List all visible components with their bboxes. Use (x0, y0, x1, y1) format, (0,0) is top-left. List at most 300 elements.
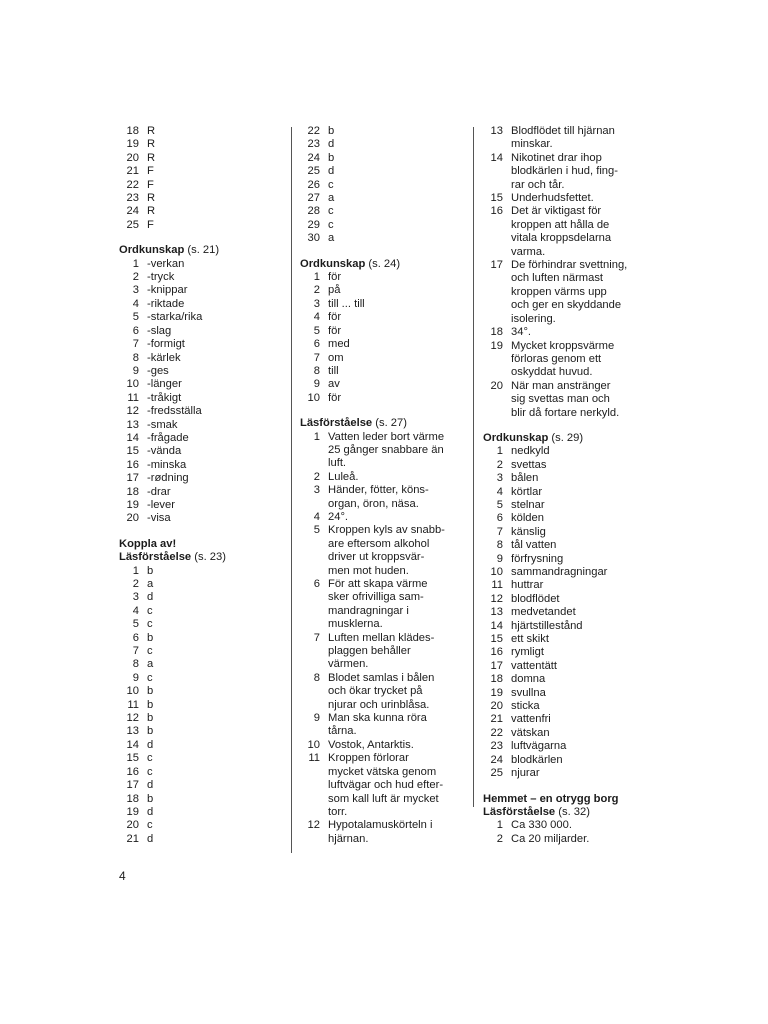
item-number: 20 (126, 151, 139, 164)
section-heading: Ordkunskap (s. 29) (483, 431, 584, 444)
item-answer: ett skikt (511, 633, 549, 646)
item-answer: -drar (147, 485, 171, 498)
item-answer: -rødning (147, 472, 189, 485)
item-answer (511, 380, 658, 420)
answer-item (483, 646, 658, 659)
item-number: 5 (132, 618, 139, 631)
item-answer: -lever (147, 498, 175, 511)
item-number: 19 (126, 138, 139, 151)
item-number: 13 (490, 125, 503, 137)
answer-item (119, 591, 279, 604)
item-answer: på (328, 284, 341, 297)
answer-item (119, 219, 279, 232)
answer-item (483, 579, 658, 592)
item-answer: c (328, 205, 334, 218)
column-divider (473, 127, 474, 807)
answer-line: och ger en skyddande (511, 299, 622, 312)
answer-list (300, 431, 470, 847)
answer-item (483, 192, 658, 205)
item-number: 26 (307, 178, 320, 191)
answer-list (300, 271, 470, 405)
item-number: 22 (126, 178, 139, 191)
item-number: 16 (126, 765, 139, 778)
item-number: 20 (126, 819, 139, 832)
item-number: 14 (490, 619, 503, 632)
answer-line: sig svettas man och (511, 393, 610, 406)
item-number: 9 (132, 364, 139, 377)
item-answer: -fredsställa (147, 405, 202, 418)
item-number: 4 (313, 311, 320, 324)
item-answer: sammandragningar (511, 566, 608, 578)
item-answer: c (147, 819, 153, 832)
item-answer: Ca 330 000. (511, 819, 572, 832)
answer-item (300, 511, 470, 524)
item-answer: b (147, 725, 154, 738)
answer-item (119, 459, 279, 472)
section-heading: Ordkunskap (s. 21) (119, 244, 220, 257)
item-number: 11 (308, 752, 320, 765)
answer-item (483, 486, 658, 499)
item-number: 17 (126, 779, 139, 792)
answer-list (483, 819, 658, 846)
item-answer: -knippar (147, 284, 188, 297)
answer-item (300, 311, 470, 324)
answer-column-3 (483, 125, 658, 846)
item-number: 8 (132, 351, 139, 364)
answer-item (119, 152, 279, 165)
item-answer: nedkyld (511, 445, 550, 458)
item-number: 9 (313, 378, 320, 391)
item-answer: av (328, 378, 340, 391)
item-answer: c (328, 218, 334, 231)
answer-item (119, 672, 279, 685)
answer-line: och luften närmast (511, 272, 604, 285)
item-number: 11 (127, 391, 139, 404)
answer-item (483, 526, 658, 539)
item-answer: d (147, 738, 154, 751)
item-number: 7 (132, 338, 139, 351)
answer-line: Blodflödet till hjärnan (511, 125, 615, 137)
item-answer: blodkärlen (511, 753, 563, 766)
item-answer: vattenfri (511, 713, 551, 726)
item-answer: vattentätt (511, 659, 558, 672)
item-number: 13 (126, 725, 139, 738)
item-number: 2 (313, 284, 320, 297)
item-answer: njurar (511, 767, 540, 780)
item-answer: b (328, 151, 335, 164)
item-answer: b (147, 685, 154, 698)
item-number: 5 (313, 324, 320, 337)
item-answer (328, 471, 470, 484)
answer-line: Mycket kroppsvärme (511, 339, 615, 352)
answer-line: Kroppen kyls av snabb- (328, 524, 445, 537)
answer-item (300, 672, 470, 712)
item-number: 11 (127, 698, 139, 711)
answer-item (483, 340, 658, 380)
item-answer: c (147, 618, 153, 631)
item-number: 4 (132, 604, 139, 617)
item-number: 2 (313, 470, 320, 483)
item-answer: b (147, 631, 154, 644)
item-answer: för (328, 311, 342, 324)
item-answer: -minska (147, 458, 187, 471)
item-number: 3 (496, 472, 503, 485)
answer-item (483, 819, 658, 832)
answer-item (483, 472, 658, 485)
item-answer: förfrysning (511, 552, 564, 565)
answer-line: Vatten leder bort värme (328, 430, 445, 443)
item-answer: medvetandet (511, 606, 576, 619)
item-answer: tål vatten (511, 539, 557, 552)
item-number: 18 (490, 673, 503, 686)
answer-item (483, 326, 658, 339)
item-number: 21 (126, 832, 139, 845)
answer-item (483, 687, 658, 700)
item-answer: F (147, 218, 154, 231)
item-answer: till ... till (328, 297, 365, 310)
item-number: 22 (307, 125, 320, 137)
answer-item (119, 605, 279, 618)
answer-item (119, 739, 279, 752)
item-number: 7 (132, 645, 139, 658)
item-answer (328, 712, 470, 739)
answer-line: blodkärlen i hud, fing- (511, 165, 618, 178)
answer-item (483, 740, 658, 753)
item-answer: Ca 20 miljarder. (511, 832, 590, 845)
answer-item (119, 298, 279, 311)
answer-item (300, 578, 470, 632)
item-answer: kölden (511, 512, 544, 525)
answer-item (300, 632, 470, 672)
answer-item (300, 352, 470, 365)
item-number: 12 (126, 405, 139, 418)
item-number: 29 (307, 218, 320, 231)
answer-item (483, 606, 658, 619)
item-answer: känslig (511, 525, 546, 538)
answer-list (483, 445, 658, 780)
item-number: 1 (496, 445, 503, 458)
item-answer: för (328, 271, 342, 284)
section-heading: Läsförståelse (s. 27) (300, 417, 407, 430)
item-answer (328, 672, 470, 712)
item-number: 12 (126, 712, 139, 725)
item-answer: för (328, 324, 342, 337)
item-answer: c (147, 671, 153, 684)
item-number: 19 (490, 686, 503, 699)
item-answer: blodflödet (511, 592, 560, 605)
item-answer: b (328, 125, 335, 137)
item-number: 19 (126, 498, 139, 511)
item-answer (328, 819, 470, 846)
item-number: 6 (313, 578, 320, 590)
item-number: 25 (307, 165, 320, 178)
item-answer: hjärtstillestånd (511, 619, 583, 632)
answer-line: 24°. (328, 510, 349, 523)
item-number: 3 (313, 484, 320, 497)
answer-list (119, 258, 279, 526)
answer-item (119, 258, 279, 271)
item-number: 6 (496, 512, 503, 525)
answer-line: kroppen att hålla de (511, 218, 610, 231)
item-answer: -tråkigt (147, 391, 182, 404)
answer-line: musklerna. (328, 618, 383, 631)
item-answer: R (147, 151, 156, 164)
item-answer (328, 524, 470, 578)
item-number: 27 (307, 192, 320, 205)
answer-column-1 (119, 125, 279, 846)
answer-item (119, 405, 279, 418)
item-number: 18 (126, 792, 139, 805)
item-number: 2 (496, 458, 503, 471)
answer-item (119, 365, 279, 378)
answer-item (119, 658, 279, 671)
answer-item (119, 632, 279, 645)
item-answer: a (328, 192, 335, 205)
answer-item (483, 499, 658, 512)
answer-item (300, 338, 470, 351)
answer-item (483, 633, 658, 646)
item-number: 5 (496, 498, 503, 511)
item-number: 16 (126, 458, 139, 471)
answer-line: njurar och urinblåsa. (328, 698, 430, 711)
item-number: 4 (496, 485, 503, 498)
item-answer: a (147, 578, 154, 590)
answer-item (483, 553, 658, 566)
item-number: 4 (132, 297, 139, 310)
answer-line: värmen. (328, 658, 369, 671)
item-number: 2 (496, 832, 503, 845)
answer-item (300, 739, 470, 752)
answer-item (119, 645, 279, 658)
answer-item (119, 499, 279, 512)
answer-item (300, 712, 470, 739)
item-number: 20 (490, 379, 503, 392)
item-number: 1 (132, 257, 139, 270)
answer-item (300, 219, 470, 232)
item-number: 5 (132, 311, 139, 324)
answer-item (119, 472, 279, 485)
item-answer: F (147, 178, 154, 191)
answer-item (119, 512, 279, 525)
item-number: 8 (313, 671, 320, 684)
answer-item (119, 179, 279, 192)
item-number: 3 (132, 591, 139, 604)
answer-item (119, 565, 279, 578)
answer-item (119, 205, 279, 218)
answer-item (300, 125, 470, 138)
answer-item (119, 311, 279, 324)
item-number: 6 (313, 338, 320, 351)
answer-line: luftvägar och hud efter- (328, 779, 444, 792)
item-answer: d (147, 779, 154, 792)
item-answer: c (328, 178, 334, 191)
item-number: 17 (490, 259, 503, 272)
item-answer: R (147, 205, 156, 218)
answer-item (119, 618, 279, 631)
item-answer: luftvägarna (511, 740, 567, 753)
item-answer: c (147, 765, 153, 778)
item-number: 21 (126, 165, 139, 178)
answer-item (300, 284, 470, 297)
answer-item (483, 539, 658, 552)
answer-item (483, 593, 658, 606)
item-number: 1 (496, 819, 503, 832)
answer-line: sker ofrivilliga sam- (328, 591, 424, 604)
item-answer (328, 739, 470, 752)
answer-item (119, 378, 279, 391)
answer-item (119, 284, 279, 297)
answer-item (483, 620, 658, 633)
answer-line: Kroppen förlorar (328, 752, 409, 765)
answer-line: Hypotalamuskörteln i (328, 819, 433, 832)
answer-line: torr. (328, 805, 348, 818)
answer-line: Händer, fötter, köns- (328, 484, 429, 497)
answer-item (119, 766, 279, 779)
answer-item (483, 833, 658, 846)
item-answer: -formigt (147, 338, 185, 351)
answer-item (483, 566, 658, 579)
item-answer: -verkan (147, 257, 185, 270)
item-answer: -vända (147, 445, 182, 458)
answer-item (119, 819, 279, 832)
answer-item (119, 338, 279, 351)
answer-line: tårna. (328, 725, 357, 738)
answer-column-2 (300, 125, 470, 846)
item-answer: c (147, 645, 153, 658)
item-number: 13 (126, 418, 139, 431)
item-number: 16 (490, 646, 503, 659)
item-answer: d (328, 138, 335, 151)
answer-item (300, 298, 470, 311)
item-number: 7 (313, 631, 320, 644)
item-number: 1 (132, 564, 139, 577)
item-answer: c (147, 604, 153, 617)
section-heading: Hemmet – en otrygg borg (483, 792, 619, 805)
item-answer: -starka/rika (147, 311, 203, 324)
answer-item (119, 271, 279, 284)
answer-item (119, 486, 279, 499)
answer-line: 25 gånger snabbare än (328, 443, 444, 456)
item-number: 24 (126, 205, 139, 218)
item-answer: c (147, 752, 153, 765)
item-number: 13 (490, 606, 503, 619)
item-answer: b (147, 792, 154, 805)
answer-item (119, 752, 279, 765)
item-number: 17 (490, 659, 503, 672)
answer-line: mycket vätska genom (328, 765, 437, 778)
item-number: 9 (496, 552, 503, 565)
item-number: 16 (490, 205, 503, 218)
answer-line: blir då fortare nerkyld. (511, 406, 620, 419)
item-answer: -länger (147, 378, 182, 391)
answer-line: 34°. (511, 326, 532, 339)
item-number: 10 (307, 738, 320, 751)
answer-item (483, 459, 658, 472)
answer-line: hjärnan. (328, 832, 369, 845)
item-number: 15 (126, 445, 139, 458)
item-answer: domna (511, 673, 546, 686)
item-answer (511, 340, 658, 380)
item-answer: -tryck (147, 271, 175, 284)
item-number: 4 (313, 510, 320, 523)
answer-line: förloras genom ett (511, 352, 602, 365)
item-number: 30 (307, 232, 320, 245)
item-number: 23 (126, 192, 139, 205)
answer-line: När man anstränger (511, 379, 611, 392)
item-number: 24 (490, 753, 503, 766)
answer-item (119, 165, 279, 178)
answer-line: För att skapa värme (328, 578, 428, 590)
item-answer: rymligt (511, 646, 544, 659)
answer-item (300, 205, 470, 218)
item-number: 15 (490, 192, 503, 205)
answer-line: men mot huden. (328, 564, 409, 577)
item-answer: huttrar (511, 579, 544, 592)
item-answer: -kärlek (147, 351, 181, 364)
answer-item (300, 152, 470, 165)
item-answer: R (147, 125, 156, 137)
item-answer (328, 752, 470, 819)
answer-item (119, 352, 279, 365)
item-answer: a (328, 232, 335, 245)
item-number: 10 (126, 685, 139, 698)
item-answer: om (328, 351, 344, 364)
item-number: 7 (313, 351, 320, 364)
answer-item (300, 165, 470, 178)
item-answer: R (147, 138, 156, 151)
item-answer: R (147, 192, 156, 205)
answer-item (119, 392, 279, 405)
item-number: 14 (490, 151, 503, 164)
answer-item (300, 271, 470, 284)
answer-item (119, 125, 279, 138)
answer-item (119, 806, 279, 819)
item-number: 10 (307, 391, 320, 404)
item-number: 7 (496, 525, 503, 538)
answer-item (483, 512, 658, 525)
item-answer: d (147, 591, 154, 604)
item-answer: svullna (511, 686, 546, 699)
item-number: 19 (490, 339, 503, 352)
answer-item (119, 685, 279, 698)
page-number: 4 (119, 869, 126, 883)
column-divider (291, 127, 292, 853)
item-answer: d (147, 832, 154, 845)
item-number: 14 (126, 431, 139, 444)
item-answer: -riktade (147, 297, 185, 310)
item-answer: -ges (147, 364, 169, 377)
item-number: 19 (126, 805, 139, 818)
answer-item (483, 205, 658, 259)
answer-item (483, 754, 658, 767)
item-number: 20 (126, 512, 139, 525)
item-answer: till (328, 364, 339, 377)
answer-line: minskar. (511, 138, 553, 151)
answer-line: Blodet samlas i bålen (328, 671, 435, 684)
item-answer (511, 152, 658, 192)
item-number: 22 (490, 726, 503, 739)
item-answer: -frågade (147, 431, 189, 444)
answer-item (483, 713, 658, 726)
item-number: 18 (126, 485, 139, 498)
answer-line: organ, öron, näsa. (328, 497, 419, 510)
item-number: 9 (313, 712, 320, 725)
item-answer: -smak (147, 418, 178, 431)
answer-item (119, 419, 279, 432)
item-answer (328, 431, 470, 471)
answer-list (119, 565, 279, 847)
item-number: 8 (313, 364, 320, 377)
